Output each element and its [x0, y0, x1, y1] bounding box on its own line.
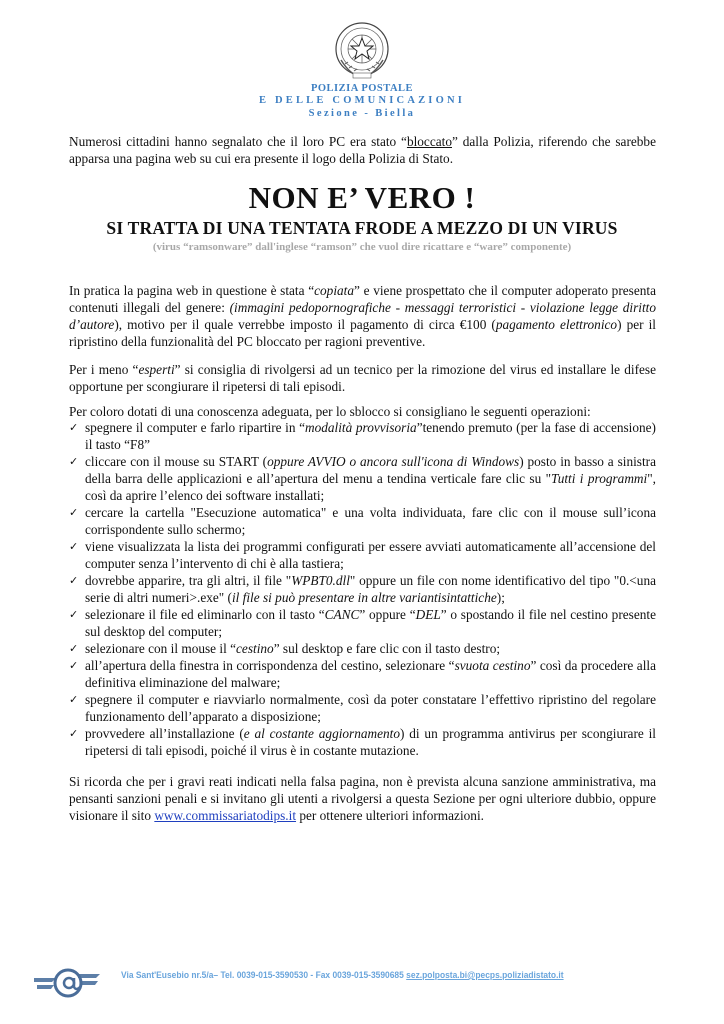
list-item: ✓ all’apertura della finestra in corrispondenza del cestino, selezionare “svuota cestino” così da procedere alla definitiva eliminazione del malware; [69, 658, 656, 690]
polizia-postale-at-logo-icon [32, 964, 102, 1000]
check-icon: ✓ [69, 421, 79, 434]
check-icon: ✓ [69, 659, 79, 672]
header-unit-subtitle: E DELLE COMUNICAZIONI [258, 95, 466, 106]
footer-contacts: Via Sant'Eusebio nr.5/a– Tel. 0039-015-3590530 - Fax 0039-015-3590685 sez.polposta.bi@pecps.poliziadistato.it [121, 970, 564, 981]
list-item: ✓ spegnere il computer e riavviarlo normalmente, così da poter constatare l’effettivo ripristino del regolare funzionamento dell’apparato a disposizione; [69, 692, 656, 724]
italian-republic-emblem-icon [333, 20, 391, 82]
subheadline: SI TRATTA DI UNA TENTATA FRODE A MEZZO DI UN VIRUS [106, 218, 618, 238]
check-icon: ✓ [69, 574, 79, 587]
bloccato-word: bloccato [406, 134, 452, 149]
check-icon: ✓ [69, 506, 79, 519]
intro-paragraph: Numerosi cittadini hanno segnalato che il loro PC era stato “bloccato” dalla Polizia, riferendo che sarebbe apparsa una pagina web su cui era presente il logo della Polizia di Stato. [69, 134, 656, 166]
list-item: ✓ provvedere all’installazione (e al costante aggiornamento) di un programma antivirus per scongiurare il ripetersi di tali episodi, poiché il virus è in costante mutazione. [69, 726, 656, 758]
explanation-paragraph: In pratica la pagina web in questione è stata “copiata” e viene prospettato che il computer adoperato presenta contenuti illegali del genere: (immagini pedopornografiche - messaggi terroristici - violazione legge diritto d’autore), motivo per il quale verrebbe imposto il pagamento di circa €100 (pagamento elettronico) per il ripristino della funzionalità del PC bloccato per ragioni preventive. [69, 283, 656, 349]
list-item: ✓ cercare la cartella "Esecuzione automatica" e una volta individuata, fare clic con il mouse sull’icona corrispondente sullo schermo; [69, 505, 656, 537]
closing-paragraph: Si ricorda che per i gravi reati indicati nella falsa pagina, non è prevista alcuna sanzione amministrativa, ma pensanti sanzioni penali e si invitano gli utenti a rivolgersi a questa Sezione per ogni ulteriore dubbio, oppure visionare il sito www.commissariatodips.it per ottenere ulteriori informazioni. [69, 774, 656, 823]
operations-intro: Per coloro dotati di una conoscenza adeguata, per lo sblocco si consigliano le seguenti operazioni: [69, 404, 591, 419]
list-item: ✓ dovrebbe apparire, tra gli altri, il file "WPBT0.dll" oppure un file con nome identificativo del tipo "0.<una serie di altri numeri>.exe" (il file si può presentare in altre variantisintattiche); [69, 573, 657, 605]
check-icon: ✓ [69, 540, 79, 553]
check-icon: ✓ [69, 727, 79, 740]
list-item: ✓ viene visualizzata la lista dei programmi configurati per essere avviati automaticamente all’accensione del computer senza l’intervento di chi è alla tastiera; [69, 539, 656, 571]
virus-definition-note: (virus “ramsonware” dall'inglese “ramson” che vuol dire ricattare e “ware” componente) [152, 241, 572, 253]
footer-email[interactable]: sez.polposta.bi@pecps.poliziadistato.it [406, 970, 564, 981]
steps-list [69, 419, 656, 759]
check-icon: ✓ [69, 693, 79, 706]
header-unit-name: POLIZIA POSTALE [310, 83, 414, 94]
check-icon: ✓ [69, 455, 79, 468]
check-icon: ✓ [69, 608, 79, 621]
check-icon: ✓ [69, 642, 79, 655]
list-item: ✓ selezionare il file ed eliminarlo con il tasto “CANC” oppure “DEL” o spostando il file nel cestino presente sul desktop del computer; [69, 607, 656, 639]
list-item: ✓ spegnere il computer e farlo ripartire in “modalità provvisoria”tenendo premuto (per la fase di accensione) il tasto “F8” [69, 420, 656, 452]
list-item: ✓ selezionare con il mouse il “cestino” sul desktop e fare clic con il tasto destro; [69, 641, 501, 656]
list-item: ✓ cliccare con il mouse su START (oppure AVVIO o ancora sull'icona di Windows) posto in basso a sinistra della barra delle applicazioni e all’apertura del menu a tendina verticale fare clic su "Tutti i programmi", così da aprire l’elenco dei software installati; [69, 454, 656, 503]
advice-paragraph: Per i meno “esperti” si consiglia di rivolgersi ad un tecnico per la rimozione del virus ed installare le difese opportune per scongiurare il ripetersi di tali episodi. [69, 362, 656, 394]
header-section: Sezione - Biella [308, 108, 416, 119]
website-link[interactable]: www.commissariatodips.it [154, 808, 297, 823]
headline: NON E’ VERO ! [248, 180, 476, 215]
